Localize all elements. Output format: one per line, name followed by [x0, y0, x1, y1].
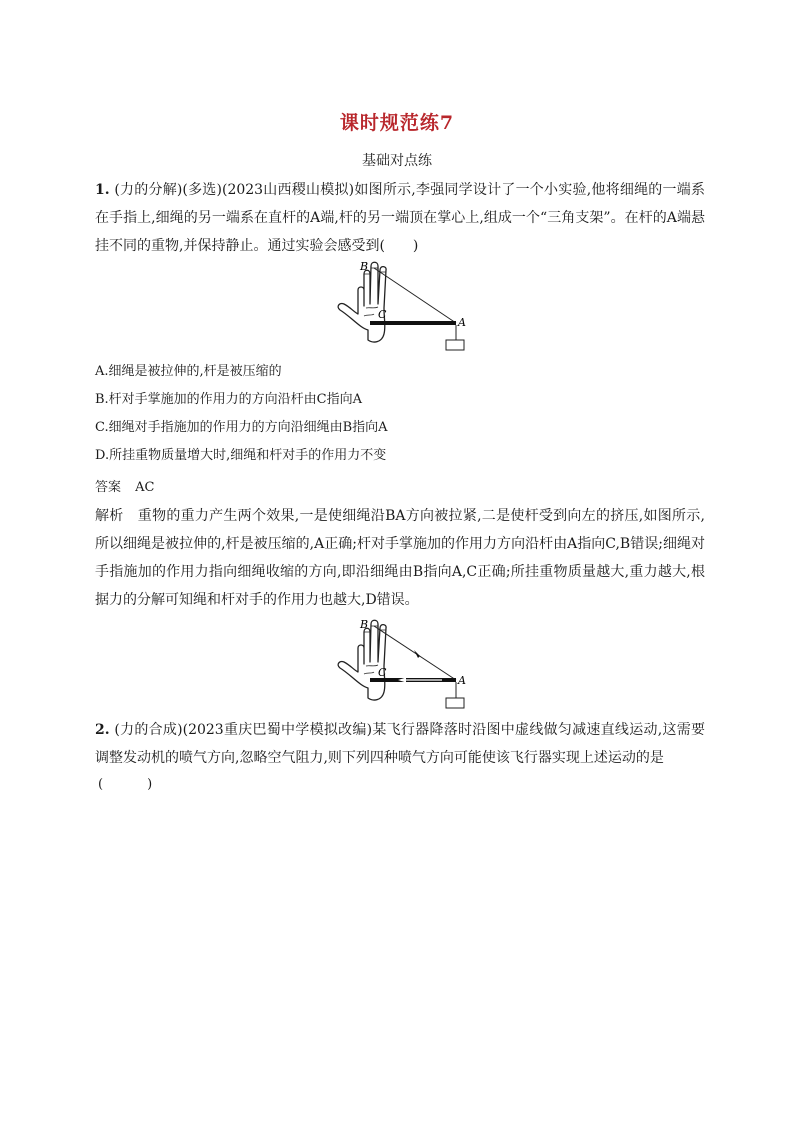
question-2-text: (力的合成)(2023重庆巴蜀中学模拟改编)某飞行器降落时沿图中虚线做匀减速直线运动,这需要调整发动机的喷气方向,忽略空气阻力,则下列四种喷气方向可能使该飞行器实现上述运动的是	[95, 722, 705, 766]
hand-drawing	[338, 262, 386, 342]
label-a: A	[458, 674, 466, 687]
label-c: C	[378, 666, 387, 679]
question-1-figure	[334, 260, 468, 352]
string-force-arrow	[414, 650, 420, 658]
question-1-number: 1.	[95, 182, 110, 198]
hanging-weight	[446, 340, 464, 350]
rod	[370, 321, 456, 325]
hand-drawing	[338, 620, 386, 700]
analysis: 解析 重物的重力产生两个效果,一是使细绳沿BA方向被拉紧,二是使杆受到向左的挤压,如图所示,所以细绳是被拉伸的,杆是被压缩的,A正确;杆对手掌施加的作用力方向沿杆由A指向C,B错误;细绳对手指施加的作用力指向细绳收缩的方向,即沿细绳由B指向A,C正确;所挂重物质量越大,重力越大,根据力的分解可知绳和杆对手的作用力也越大,D错误。	[95, 508, 705, 608]
question-2-number: 2.	[95, 722, 110, 738]
question-2	[95, 716, 705, 772]
option-b: B.杆对手掌施加的作用力的方向沿杆由C指向A	[95, 392, 363, 407]
question-1-text: (力的分解)(多选)(2023山西稷山模拟)如图所示,李强同学设计了一个小实验,他将细绳的一端系在手指上,细绳的另一端系在直杆的A端,杆的另一端顶在掌心上,组成一个“三角支架”。在杆的A端悬挂不同的重物,并保持静止。通过实验会感受到( )	[95, 182, 705, 254]
section-heading: 基础对点练	[362, 153, 432, 169]
label-c: C	[378, 308, 387, 321]
label-b: B	[360, 260, 369, 273]
answer-blank: ( )	[98, 777, 159, 792]
option-d: D.所挂重物质量增大时,细绳和杆对手的作用力不变	[95, 448, 387, 463]
hanging-weight	[446, 698, 464, 708]
analysis-figure	[334, 614, 468, 710]
option-c: C.细绳对手指施加的作用力的方向沿细绳由B指向A	[95, 420, 388, 435]
answer-value: AC	[135, 480, 155, 495]
question-1	[95, 176, 705, 260]
option-a: A.细绳是被拉伸的,杆是被压缩的	[95, 364, 282, 379]
answer-label: 答案	[95, 480, 122, 495]
page-title: 课时规范练7	[339, 112, 455, 134]
label-a: A	[458, 316, 466, 329]
answer	[95, 476, 155, 495]
label-b: B	[360, 618, 369, 631]
